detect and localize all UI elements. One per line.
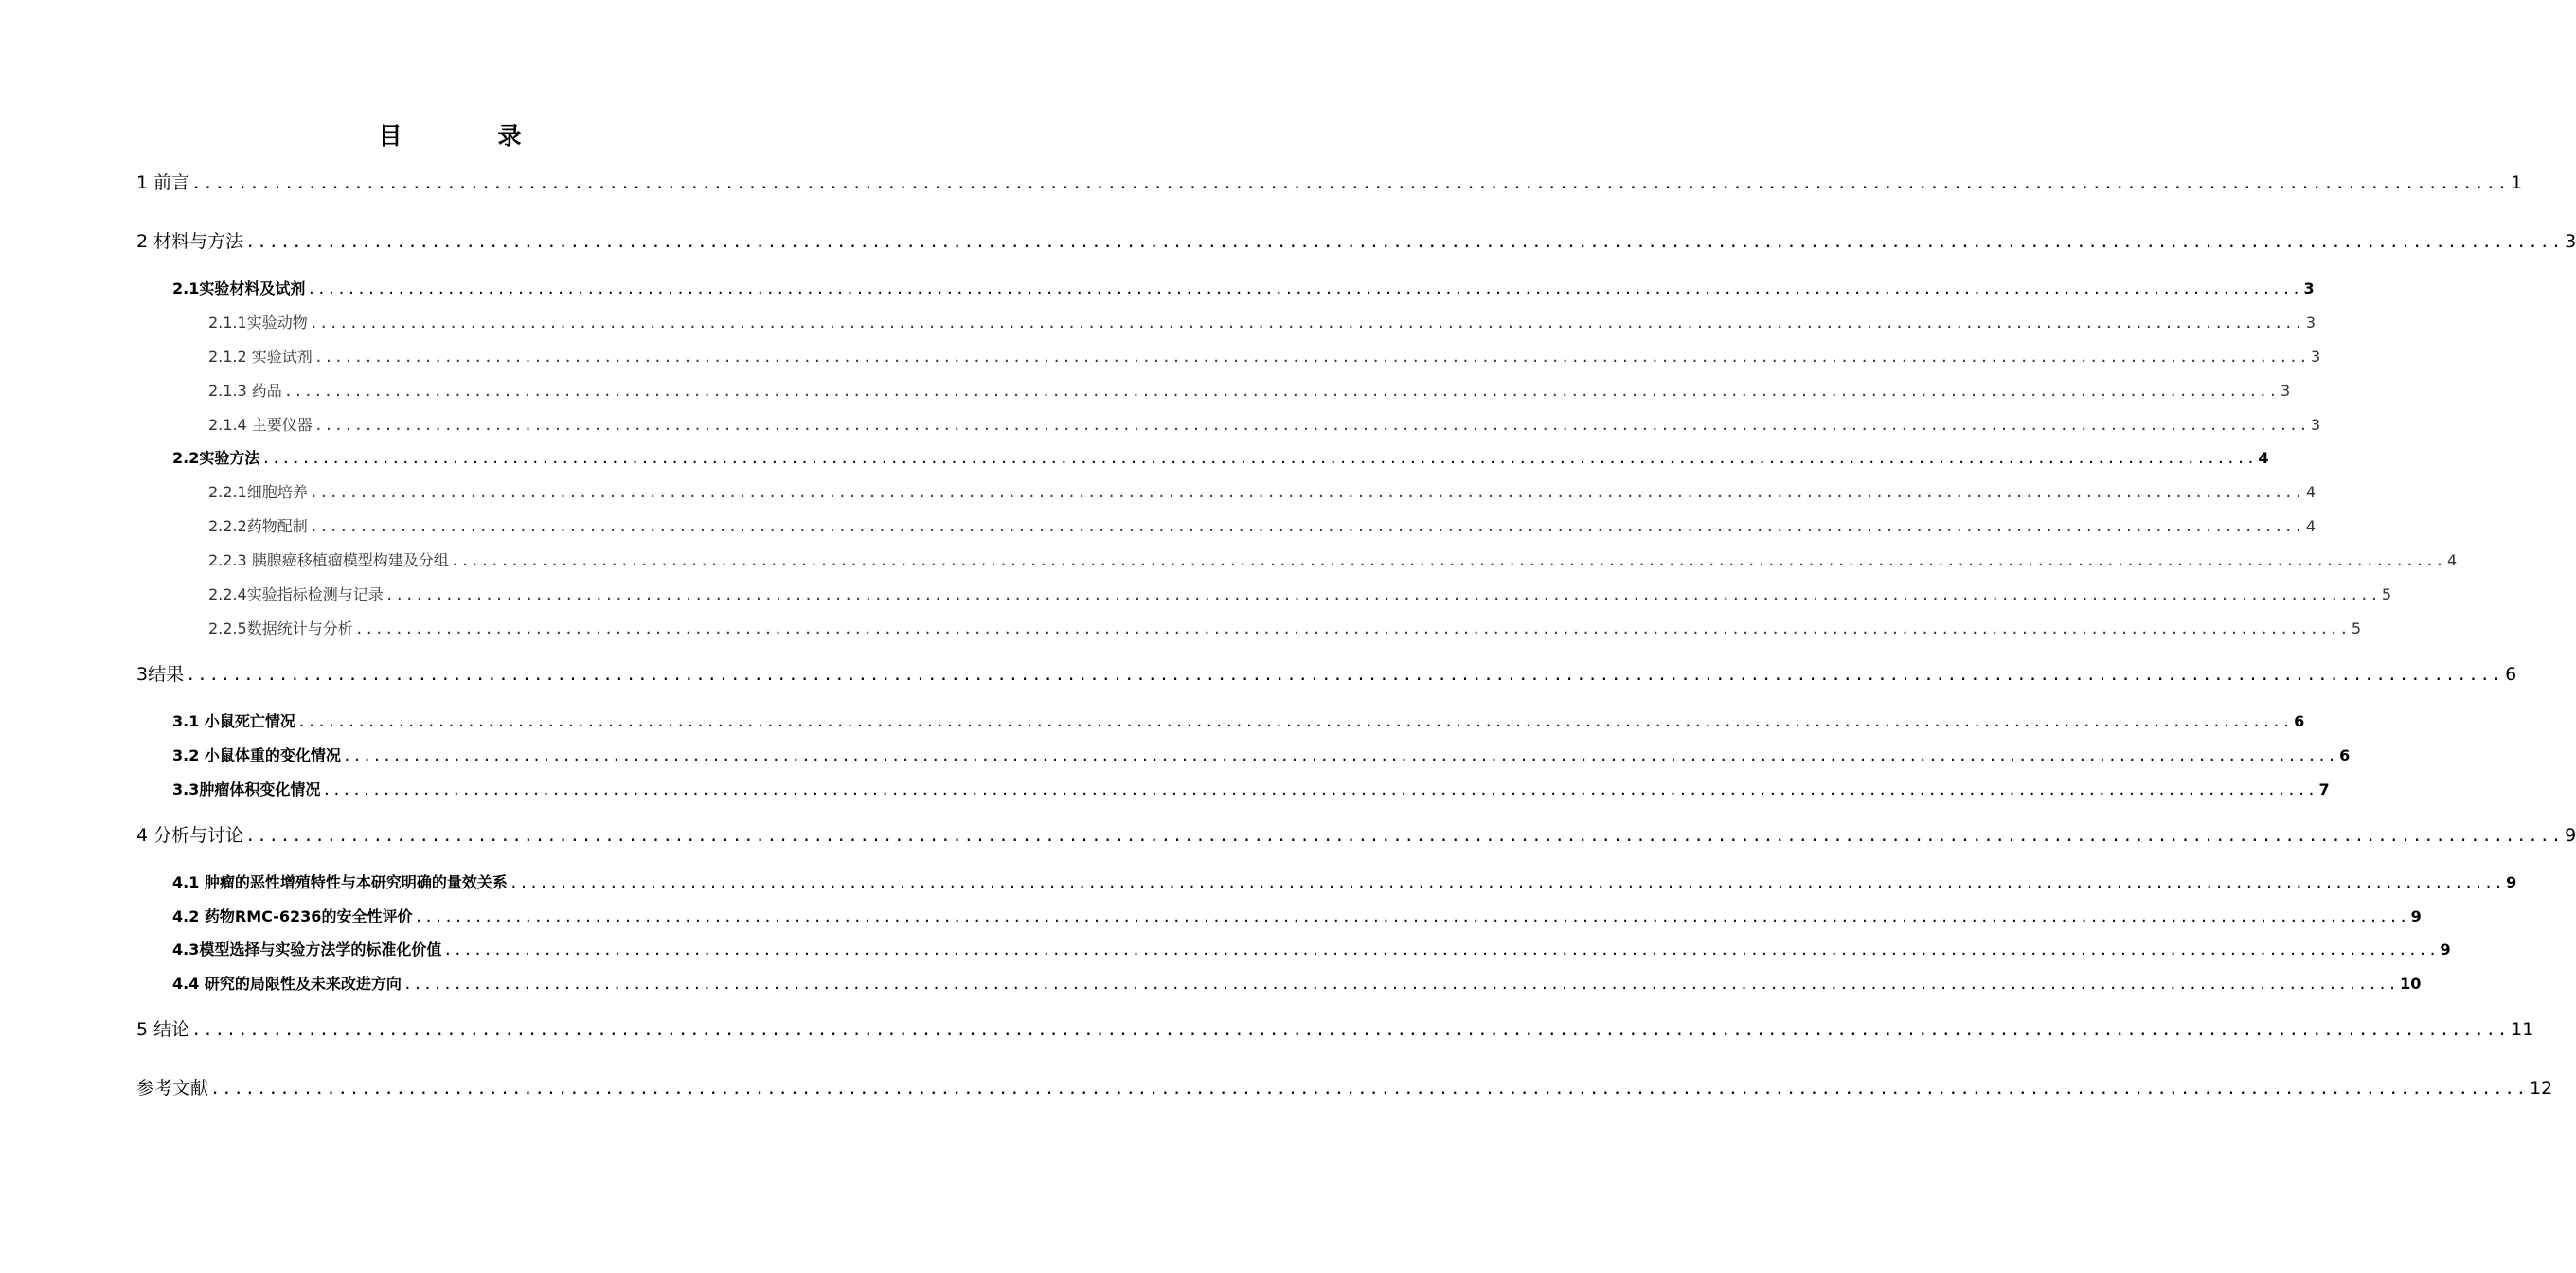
toc-dot-leader: ........................................................................................................................................................................................................ xyxy=(186,666,2504,685)
toc-entry xyxy=(136,227,2576,256)
toc-entry xyxy=(172,744,2351,768)
toc-entry xyxy=(208,413,2321,438)
toc-entry-page: 12 xyxy=(2530,1078,2553,1099)
toc-entry xyxy=(172,778,2330,802)
toc-entry xyxy=(136,1015,2534,1044)
toc-entry xyxy=(172,972,2422,996)
toc-entry-label: 2.2.3 胰腺癌移植瘤模型构建及分组 xyxy=(208,551,449,569)
toc-entry xyxy=(172,938,2451,962)
toc-dot-leader: ........................................................................................................................................................................................................ xyxy=(296,713,2293,730)
toc-entry xyxy=(208,311,2317,335)
toc-entry-page: 6 xyxy=(2294,712,2305,730)
toc-dot-leader: ........................................................................................................................................................................................................ xyxy=(191,174,2510,193)
toc-entry-page: 4 xyxy=(2258,449,2269,467)
toc-entry xyxy=(136,169,2523,197)
toc-entry-page: 3 xyxy=(2305,314,2317,332)
toc-entry-page: 4 xyxy=(2305,517,2317,535)
toc-entry xyxy=(172,709,2305,734)
toc-entry xyxy=(208,345,2321,369)
toc-entry-page: 3 xyxy=(2310,416,2321,434)
toc-dot-leader: ........................................................................................................................................................................................................ xyxy=(354,620,2350,637)
toc-entry xyxy=(208,379,2291,403)
toc-entry-page: 3 xyxy=(2310,348,2321,366)
toc-title: 目 录 xyxy=(378,122,558,150)
toc-entry-label: 3.1 小鼠死亡情况 xyxy=(172,712,295,730)
toc-entry-page: 7 xyxy=(2318,780,2330,798)
toc-entry xyxy=(172,905,2422,929)
toc-entry-label: 2 材料与方法 xyxy=(136,231,244,252)
toc-entry-label: 2.2.1细胞培养 xyxy=(208,483,308,501)
toc-entry-label: 2.2实验方法 xyxy=(172,449,260,467)
toc-entry xyxy=(136,660,2517,689)
toc-entry-page: 10 xyxy=(2400,975,2422,993)
toc-entry xyxy=(136,821,2576,850)
toc-entry-label: 2.1实验材料及试剂 xyxy=(172,279,306,297)
toc-dot-leader: ........................................................................................................................................................................................................ xyxy=(283,383,2279,400)
toc-entry-label: 4.4 研究的局限性及未来改进方向 xyxy=(172,975,402,993)
toc-dot-leader: ........................................................................................................................................................................................................ xyxy=(443,941,2439,959)
toc-entry-label: 1 前言 xyxy=(136,172,190,193)
toc-entry-page: 4 xyxy=(2446,551,2458,569)
toc-entry xyxy=(208,617,2362,641)
toc-entry-page: 3 xyxy=(2280,382,2291,400)
toc-entry xyxy=(208,583,2392,607)
toc-dot-leader: ........................................................................................................................................................................................................ xyxy=(245,233,2564,252)
toc-entry-page: 3 xyxy=(2565,231,2576,252)
toc-entry-label: 4.2 药物RMC-6236的安全性评价 xyxy=(172,907,413,925)
toc-dot-leader: ........................................................................................................................................................................................................ xyxy=(309,518,2304,535)
toc-entry-page: 4 xyxy=(2305,483,2317,501)
toc-entry-page: 9 xyxy=(2565,825,2576,846)
toc-dot-leader: ........................................................................................................................................................................................................ xyxy=(322,781,2317,798)
toc-entry-label: 4 分析与讨论 xyxy=(136,825,244,846)
toc-dot-leader: ........................................................................................................................................................................................................ xyxy=(450,552,2445,569)
toc-entry-label: 2.2.2药物配制 xyxy=(208,517,308,535)
toc-entry-label: 4.3模型选择与实验方法学的标准化价值 xyxy=(172,941,442,959)
toc-dot-leader: ........................................................................................................................................................................................................ xyxy=(261,450,2257,467)
toc-entry-page: 9 xyxy=(2506,873,2517,891)
toc-dot-leader: ........................................................................................................................................................................................................ xyxy=(414,908,2409,925)
toc-dot-leader: ........................................................................................................................................................................................................ xyxy=(342,747,2338,764)
toc-entry-page: 6 xyxy=(2339,746,2351,764)
toc-dot-leader: ........................................................................................................................................................................................................ xyxy=(313,349,2309,366)
toc-dot-leader: ........................................................................................................................................................................................................ xyxy=(191,1021,2510,1040)
toc-dot-leader: ........................................................................................................................................................................................................ xyxy=(307,280,2302,297)
toc-entry-label: 3.2 小鼠体重的变化情况 xyxy=(172,746,341,764)
toc-dot-leader: ........................................................................................................................................................................................................ xyxy=(509,874,2505,891)
toc-dot-leader: ........................................................................................................................................................................................................ xyxy=(402,976,2399,993)
toc-dot-leader: ........................................................................................................................................................................................................ xyxy=(313,417,2309,434)
toc-entry-page: 3 xyxy=(2303,279,2315,297)
toc-entry-label: 2.1.1实验动物 xyxy=(208,314,308,332)
toc-dot-leader: ........................................................................................................................................................................................................ xyxy=(210,1080,2528,1099)
toc-dot-leader: ........................................................................................................................................................................................................ xyxy=(245,827,2564,846)
toc-entry-label: 3结果 xyxy=(136,664,185,685)
toc-entry xyxy=(136,1074,2553,1103)
toc-entry xyxy=(208,480,2317,505)
toc-entry-page: 9 xyxy=(2410,907,2422,925)
toc-entry-page: 5 xyxy=(2351,619,2362,637)
toc-dot-leader: ........................................................................................................................................................................................................ xyxy=(385,586,2380,603)
toc-entry xyxy=(172,277,2315,301)
toc-entry xyxy=(172,870,2517,895)
toc-entry-label: 2.1.2 实验试剂 xyxy=(208,348,313,366)
toc-entry-label: 4.1 肿瘤的恶性增殖特性与本研究明确的量效关系 xyxy=(172,873,508,891)
toc-entry-page: 11 xyxy=(2511,1019,2534,1040)
toc-entry-label: 2.2.5数据统计与分析 xyxy=(208,619,353,637)
toc-entry-label: 参考文献 xyxy=(136,1078,209,1099)
toc-entry-page: 6 xyxy=(2505,664,2517,685)
toc-entry-page: 5 xyxy=(2381,585,2392,603)
toc-entry-page: 1 xyxy=(2511,172,2523,193)
toc-entry-label: 3.3肿瘤体积变化情况 xyxy=(172,780,321,798)
toc-dot-leader: ........................................................................................................................................................................................................ xyxy=(309,314,2304,332)
toc-entry xyxy=(208,514,2317,539)
toc-entry xyxy=(172,446,2269,471)
toc-entry xyxy=(208,548,2458,573)
toc-entry-label: 2.2.4实验指标检测与记录 xyxy=(208,585,384,603)
toc-dot-leader: ........................................................................................................................................................................................................ xyxy=(309,484,2304,501)
toc-entry-label: 5 结论 xyxy=(136,1019,190,1040)
toc-entry-label: 2.1.4 主要仪器 xyxy=(208,416,313,434)
toc-entry-page: 9 xyxy=(2440,941,2451,959)
toc-entry-label: 2.1.3 药品 xyxy=(208,382,282,400)
